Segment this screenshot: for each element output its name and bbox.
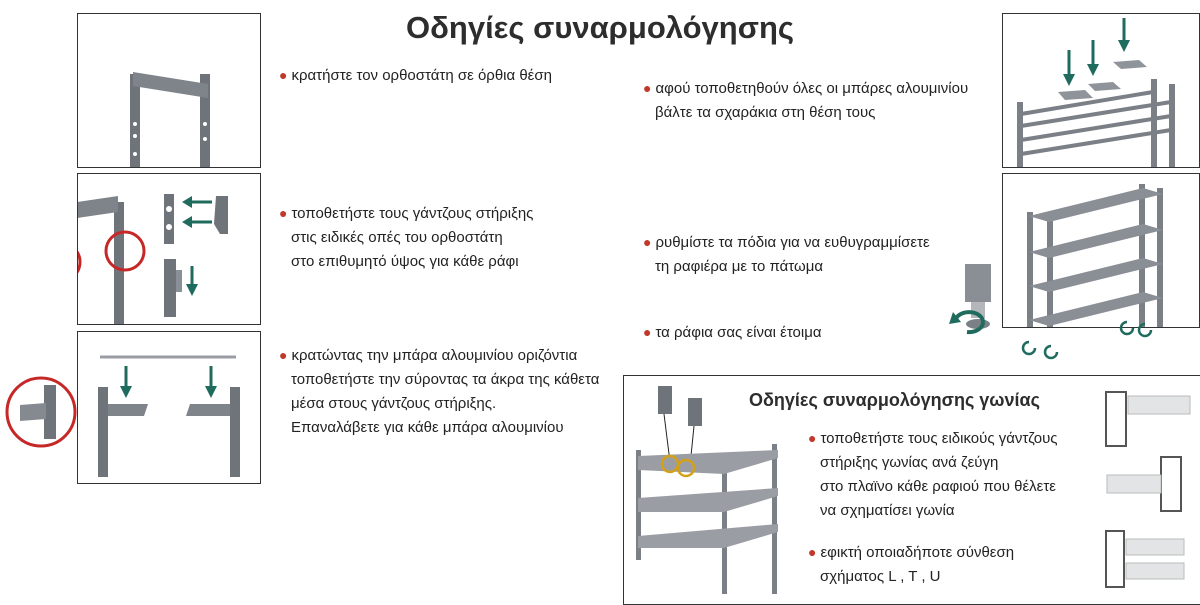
- bar-placement-drawing: [78, 332, 261, 484]
- bullet-icon: ●: [643, 324, 652, 340]
- step-line: σχήματος L , T , U: [820, 568, 941, 585]
- layout-t-drawing: [1103, 453, 1195, 515]
- step-ready: [643, 320, 822, 345]
- foot-rotation-arrows-icon: [1015, 318, 1165, 362]
- upright-frame-drawing: [78, 14, 261, 168]
- step-line: βάλτε τα σχαράκια στη θέση τους: [655, 104, 876, 121]
- corner-title: Οδηγίες συναρμολόγησης γωνίας: [749, 390, 1040, 410]
- step-line: τη ραφιέρα με το πάτωμα: [655, 258, 824, 275]
- step-line: στο επιθυμητό ύψος για κάθε ράφι: [291, 253, 519, 270]
- step-line: αφού τοποθετηθούν όλες οι μπάρες αλουμινίου: [655, 80, 969, 97]
- illustration-upright-frame: [77, 13, 261, 168]
- bullet-icon: ●: [643, 80, 652, 96]
- support-hooks-drawing: [78, 174, 261, 325]
- corner-step-hooks: [808, 426, 1058, 523]
- finished-shelf-drawing: [1003, 174, 1200, 328]
- step-line: ρυθμίστε τα πόδια για να ευθυγραμμίσετε: [655, 234, 930, 251]
- step-adjust-feet: [643, 230, 930, 279]
- layout-t-diagram: [1103, 453, 1195, 515]
- bullet-icon: ●: [279, 347, 288, 363]
- corner-shelf-illustration: [628, 378, 788, 600]
- bullet-icon: ●: [279, 67, 288, 83]
- adjustable-foot-drawing: [945, 262, 1001, 352]
- step-line: στο πλαϊνο κάθε ραφιού που θέλετε: [820, 478, 1056, 495]
- step-line: Επαναλάβετε για κάθε μπάρα αλουμινίου: [291, 419, 564, 436]
- adjustable-foot-icon: [945, 262, 1001, 352]
- step-line: τοποθετήστε την σύροντας τα άκρα της κάθετα: [291, 371, 600, 388]
- illustration-finished-shelf: [1002, 173, 1200, 328]
- layout-l-drawing: [1103, 388, 1195, 448]
- bullet-icon: ●: [643, 234, 652, 250]
- bar-hook-detail-drawing: [4, 375, 78, 449]
- step-line: μέσα στους γάντζους στήριξης.: [291, 395, 497, 412]
- illustration-bar-placement: [77, 331, 261, 484]
- bullet-icon: ●: [279, 205, 288, 221]
- step-line: τοποθετήστε τους γάντζους στήριξης: [291, 205, 534, 222]
- bar-hook-detail-circle: [4, 375, 78, 449]
- step-line: κρατήστε τον ορθοστάτη σε όρθια θέση: [291, 67, 552, 84]
- illustration-grid-placement: [1002, 13, 1200, 168]
- layout-l-diagram: [1103, 388, 1195, 448]
- corner-shelf-drawing: [628, 378, 788, 600]
- bullet-icon: ●: [808, 544, 817, 560]
- corner-step-shapes: [808, 540, 1014, 589]
- step-place-grids: [643, 76, 968, 125]
- bullet-icon: ●: [808, 430, 817, 446]
- foot-rotation-arrows-drawing: [1015, 318, 1165, 362]
- step-line: να σχηματίσει γωνία: [820, 502, 955, 519]
- layout-u-drawing: [1103, 527, 1195, 591]
- step-line: στις ειδικές οπές του ορθοστάτη: [291, 229, 503, 246]
- page-title: Οδηγίες συναρμολόγησης: [405, 10, 794, 45]
- step-line: κρατώντας την μπάρα αλουμινίου οριζόντια: [291, 347, 578, 364]
- step-insert-bar: [279, 343, 599, 440]
- grid-placement-drawing: [1003, 14, 1200, 168]
- step-line: τοποθετήστε τους ειδικούς γάντζους: [820, 430, 1058, 447]
- step-place-hooks: [279, 201, 533, 274]
- step-hold-upright: [279, 63, 552, 88]
- step-line: στήριξης γωνίας ανά ζεύγη: [820, 454, 999, 471]
- step-line: εφικτή οποιαδήποτε σύνθεση: [820, 544, 1015, 561]
- step-line: τα ράφια σας είναι έτοιμα: [655, 324, 822, 341]
- layout-u-diagram: [1103, 527, 1195, 591]
- illustration-support-hooks: [77, 173, 261, 325]
